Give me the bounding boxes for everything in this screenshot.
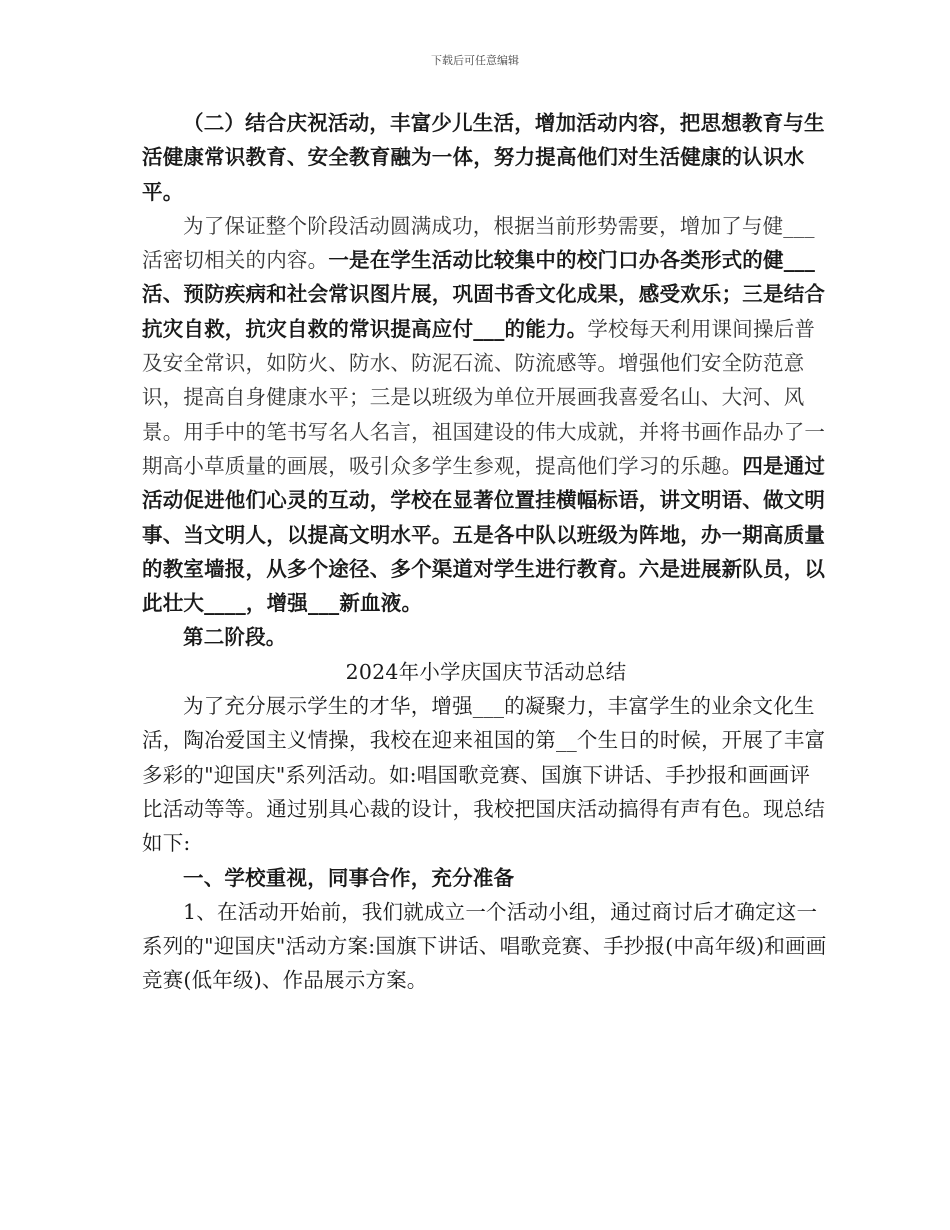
- header-note: 下载后可任意编辑: [431, 54, 519, 67]
- section-one-heading: 一、学校重视，同事合作，充分准备: [183, 865, 515, 890]
- paragraph-activities-bold-1: 一是在学生活动比较集中的校门口办各类形式的健___活、预防疾病和社会常识图片展，巩固书香文化成果，感受欢乐；三是结合抗灾自救，抗灾自救的常识提高应付___的能力。: [142, 248, 826, 341]
- paragraph-activities-bold-2: 四是通过活动促进他们心灵的互动，学校在显著位置挂横幅标语，讲文明语、做文明事、当文明人，以提高文明水平。五是各中队以班级为阵地，办一期高质量的教室墙报，从多个途径、多个渠道对学生进行教育。六是进展新队员，以此壮大____，增强___新血液。: [142, 453, 826, 616]
- stage-two-heading: 第二阶段。: [183, 625, 287, 650]
- paragraph-activities-middle: 学校每天利用课间操后普及安全常识，如防火、防水、防泥石流、防流感等。增强他们安全防范意识，提高自身健康水平；三是以班级为单位开展画我喜爱名山、大河、风景。用手中的笔书写名人名言，祖国建设的伟大成就，并将书画作品办了一期高小草质量的画展，吸引众多学生参观，提高他们学习的乐趣。: [142, 316, 826, 478]
- section-one-item-1: 1、在活动开始前，我们就成立一个活动小组，通过商讨后才确定这一系列的"迎国庆"活动方案:国旗下讲话、唱歌竞赛、手抄报(中高年级)和画画竞赛(低年级)、作品展示方案。: [142, 899, 827, 993]
- paragraph-activities-intro: 为了保证整个阶段活动圆满成功，根据当前形势需要，增加了与健___活密切相关的内容。: [142, 213, 815, 273]
- document-body: [142, 106, 830, 998]
- summary-title: 2024年小学庆国庆节活动总结: [345, 659, 627, 684]
- paragraph-activities: [142, 209, 830, 621]
- summary-intro: 为了充分展示学生的才华，增强___的凝聚力，丰富学生的业余文化生活，陶冶爱国主义情操，我校在迎来祖国的第__个生日的时候，开展了丰富多彩的"迎国庆"系列活动。如:唱国歌竞赛、国旗下讲话、手抄报和画画评比活动等等。通过别具心裁的设计，我校把国庆活动搞得有声有色。现总结如下:: [142, 694, 826, 856]
- paragraph-section-two: （二）结合庆祝活动，丰富少儿生活，增加活动内容，把思想教育与生活健康常识教育、安全教育融为一体，努力提高他们对生活健康的认识水平。: [142, 111, 825, 204]
